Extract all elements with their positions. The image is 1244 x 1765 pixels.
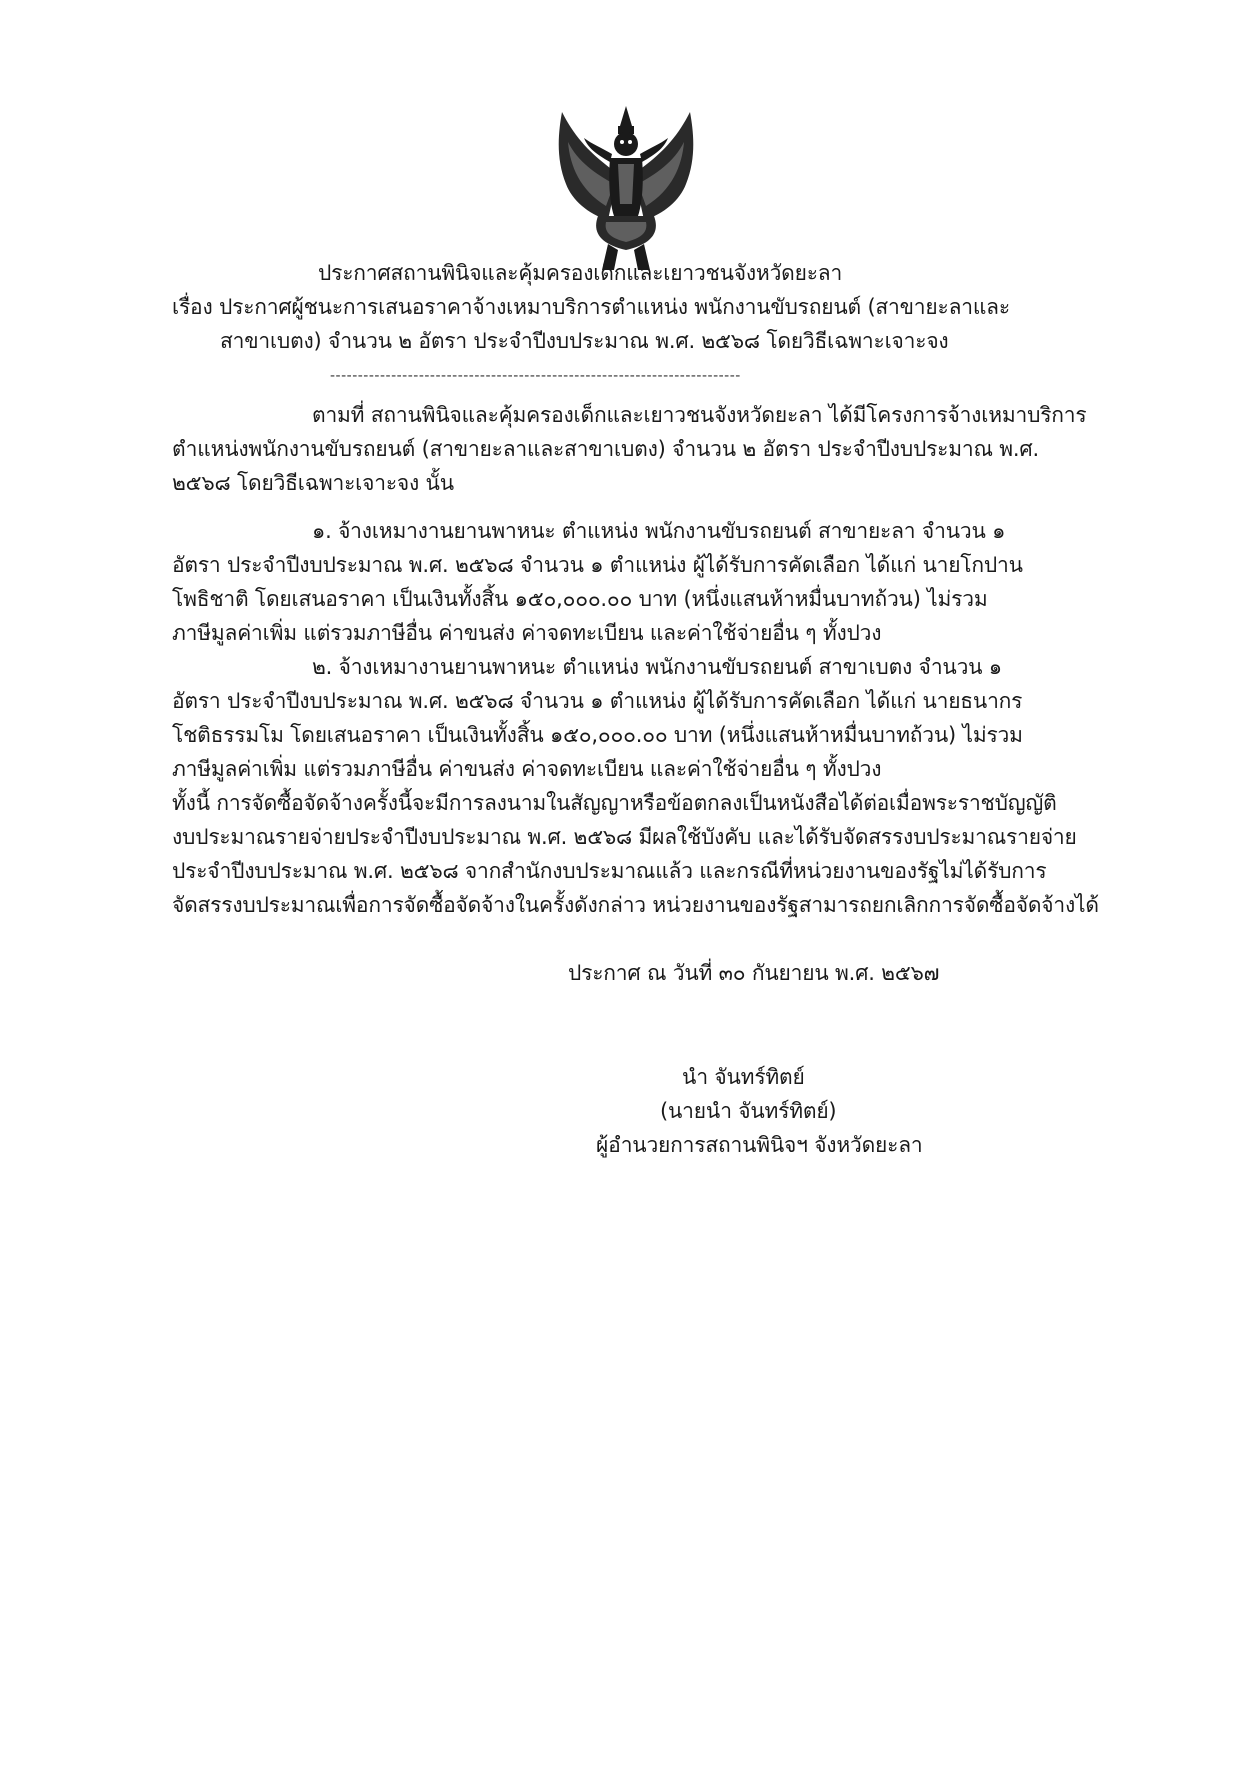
conditions-line-3: ประจำปีงบประมาณ พ.ศ. ๒๕๖๘ จากสำนักงบประมาณแล้ว และกรณีที่หน่วยงานของรัฐไม่ได้รับการ bbox=[172, 859, 1047, 883]
announcement-title: ประกาศสถานพินิจและคุ้มครองเด็กและเยาวชนจังหวัดยะลา bbox=[318, 261, 843, 285]
title-separator: -------------------------------------------------------------------------- bbox=[330, 368, 741, 384]
signature-signed: นำ จันทร์ทิตย์ bbox=[682, 1065, 805, 1089]
item1-line-1: ๑. จ้างเหมางานยานพาหนะ ตำแหน่ง พนักงานขับรถยนต์ สาขายะลา จำนวน ๑ bbox=[312, 519, 1006, 543]
item2-line-4: ภาษีมูลค่าเพิ่ม แต่รวมภาษีอื่น ค่าขนส่ง ค่าจดทะเบียน และค่าใช้จ่ายอื่น ๆ ทั้งปวง bbox=[172, 757, 882, 781]
intro-line-3: ๒๕๖๘ โดยวิธีเฉพาะเจาะจง นั้น bbox=[172, 471, 454, 495]
conditions-line-1: ทั้งนี้ การจัดซื้อจัดจ้างครั้งนี้จะมีการลงนามในสัญญาหรือข้อตกลงเป็นหนังสือได้ต่อเมื่อพระราชบัญญัติ bbox=[172, 791, 1057, 815]
item2-line-2: อัตรา ประจำปีงบประมาณ พ.ศ. ๒๕๖๘ จำนวน ๑ ตำแหน่ง ผู้ได้รับการคัดเลือก ได้แก่ นายธนากร bbox=[172, 689, 1023, 713]
item1-line-2: อัตรา ประจำปีงบประมาณ พ.ศ. ๒๕๖๘ จำนวน ๑ ตำแหน่ง ผู้ได้รับการคัดเลือก ได้แก่ นายโกปาน bbox=[172, 553, 1023, 577]
item1-line-4: ภาษีมูลค่าเพิ่ม แต่รวมภาษีอื่น ค่าขนส่ง ค่าจดทะเบียน และค่าใช้จ่ายอื่น ๆ ทั้งปวง bbox=[172, 621, 882, 645]
signatory-name: (นายนำ จันทร์ทิตย์) bbox=[660, 1099, 837, 1123]
subject-line-1: เรื่อง ประกาศผู้ชนะการเสนอราคาจ้างเหมาบริการตำแหน่ง พนักงานขับรถยนต์ (สาขายะลาและ bbox=[172, 295, 1010, 319]
signatory-position: ผู้อำนวยการสถานพินิจฯ จังหวัดยะลา bbox=[596, 1133, 923, 1157]
intro-line-1: ตามที่ สถานพินิจและคุ้มครองเด็กและเยาวชนจังหวัดยะลา ได้มีโครงการจ้างเหมาบริการ bbox=[312, 403, 1087, 427]
item1-line-3: โพธิชาติ โดยเสนอราคา เป็นเงินทั้งสิ้น ๑๕๐,๐๐๐.๐๐ บาท (หนึ่งแสนห้าหมื่นบาทถ้วน) ไม่รวม bbox=[172, 587, 988, 611]
intro-line-2: ตำแหน่งพนักงานขับรถยนต์ (สาขายะลาและสาขาเบตง) จำนวน ๒ อัตรา ประจำปีงบประมาณ พ.ศ. bbox=[172, 437, 1039, 461]
garuda-emblem-icon bbox=[548, 104, 704, 272]
item2-line-3: โชติธรรมโม โดยเสนอราคา เป็นเงินทั้งสิ้น ๑๕๐,๐๐๐.๐๐ บาท (หนึ่งแสนห้าหมื่นบาทถ้วน) ไม่รวม bbox=[172, 723, 1023, 747]
item2-line-1: ๒. จ้างเหมางานยานพาหนะ ตำแหน่ง พนักงานขับรถยนต์ สาขาเบตง จำนวน ๑ bbox=[312, 655, 1002, 679]
announce-date: ประกาศ ณ วันที่ ๓๐ กันยายน พ.ศ. ๒๕๖๗ bbox=[568, 961, 940, 985]
conditions-line-2: งบประมาณรายจ่ายประจำปีงบประมาณ พ.ศ. ๒๕๖๘ มีผลใช้บังคับ และได้รับจัดสรรงบประมาณรายจ่าย bbox=[172, 825, 1077, 849]
subject-line-2: สาขาเบตง) จำนวน ๒ อัตรา ประจำปีงบประมาณ พ.ศ. ๒๕๖๘ โดยวิธีเฉพาะเจาะจง bbox=[220, 329, 949, 353]
conditions-line-4: จัดสรรงบประมาณเพื่อการจัดซื้อจัดจ้างในครั้งดังกล่าว หน่วยงานของรัฐสามารถยกเลิกการจัดซื้อจัดจ้างได้ bbox=[172, 893, 1099, 917]
